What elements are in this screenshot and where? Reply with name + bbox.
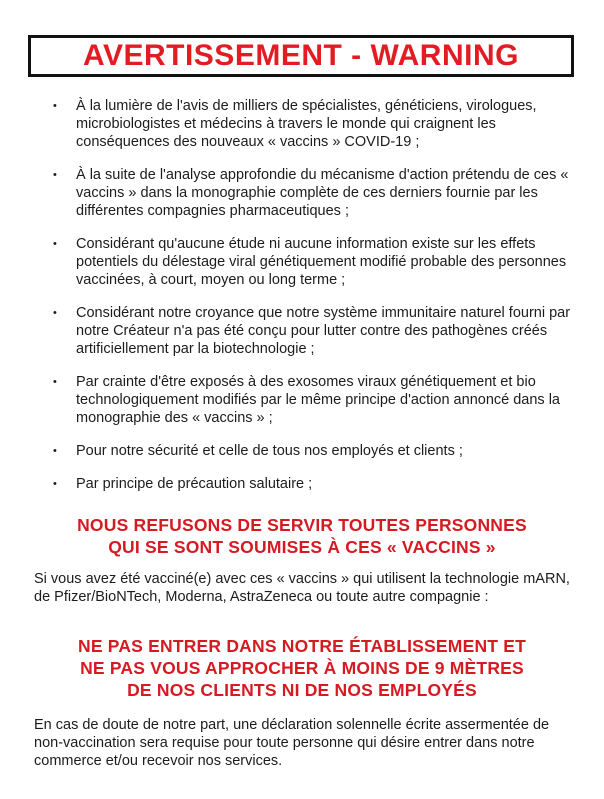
title-box — [28, 35, 574, 77]
list-item-text: Considérant notre croyance que notre système immunitaire naturel fourni par notre Créateur n'a pas été conçu pour lutter contre des pathogènes créés artificiellement par la biotechnologie ; — [76, 305, 571, 357]
list-item — [53, 166, 573, 220]
bullet-icon: • — [53, 307, 57, 319]
entry-warning-line: NE PAS ENTRER DANS NOTRE ÉTABLISSEMENT ET — [78, 636, 526, 656]
considerations-list — [53, 97, 573, 508]
bullet-icon: • — [53, 478, 57, 490]
entry-warning-heading — [22, 635, 582, 701]
list-item — [53, 373, 573, 427]
list-item — [53, 475, 573, 493]
list-item — [53, 442, 573, 460]
list-item — [53, 235, 573, 289]
bullet-icon: • — [53, 238, 57, 250]
entry-warning-line: NE PAS VOUS APPROCHER À MOINS DE 9 MÈTRES — [80, 658, 524, 678]
refusal-heading — [22, 514, 582, 558]
bullet-icon: • — [53, 100, 57, 112]
refusal-heading-line: QUI SE SONT SOUMISES À CES « VACCINS » — [108, 537, 496, 557]
list-item-text: À la lumière de l'avis de milliers de spécialistes, généticiens, virologues, microbiologistes et médecins à travers le monde qui craignent les conséquences des nouveaux « vaccins » COVID-19 ; — [76, 98, 537, 150]
list-item-text: Par principe de précaution salutaire ; — [76, 476, 313, 492]
list-item — [53, 304, 573, 358]
bullet-icon: • — [53, 376, 57, 388]
list-item-text: Pour notre sécurité et celle de tous nos employés et clients ; — [76, 443, 463, 459]
list-item-text: Considérant qu'aucune étude ni aucune information existe sur les effets potentiels du délestage viral génétiquement modifié probable des personnes vaccinées, à court, moyen ou long terme ; — [76, 236, 567, 288]
vaccinated-paragraph: Si vous avez été vacciné(e) avec ces « vaccins » qui utilisent la technologie mARN, de Pfizer/BioNTech, Moderna, AstraZeneca ou toute autre compagnie : — [34, 571, 570, 605]
closing-paragraph: En cas de doute de notre part, une déclaration solennelle écrite assermentée de non-vaccination sera requise pour toute personne qui désire entrer dans notre commerce et/ou recevoir nos services. — [34, 717, 550, 769]
page-title: AVERTISSEMENT - WARNING — [83, 39, 519, 72]
bullet-icon: • — [53, 445, 57, 457]
list-item — [53, 97, 573, 151]
list-item-text: À la suite de l'analyse approfondie du mécanisme d'action prétendu de ces « vaccins » dans la monographie complète de ces derniers fournie par les différentes compagnies pharmaceutiques ; — [76, 167, 569, 219]
refusal-heading-line: NOUS REFUSONS DE SERVIR TOUTES PERSONNES — [77, 515, 527, 535]
entry-warning-line: DE NOS CLIENTS NI DE NOS EMPLOYÉS — [127, 680, 477, 700]
bullet-icon: • — [53, 169, 57, 181]
list-item-text: Par crainte d'être exposés à des exosomes viraux génétiquement et bio technologiquement modifiés par le même principe d'action annoncé dans la monographie des « vaccins » ; — [76, 374, 560, 426]
